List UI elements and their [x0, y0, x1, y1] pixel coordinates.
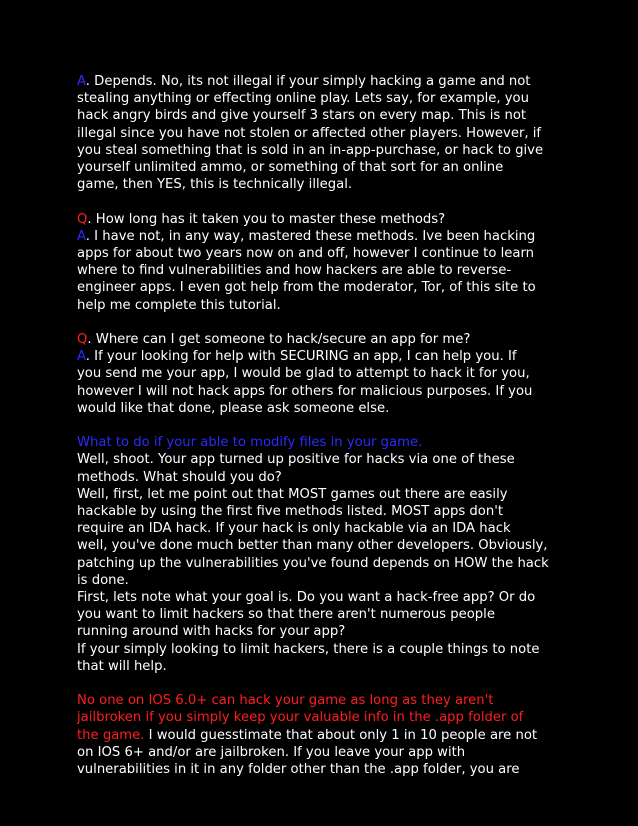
text-line: hackable by using the first five methods listed. MOST apps don't — [77, 504, 503, 520]
text-line: patching up the vulnerabilities you've found depends on HOW the hack — [77, 555, 549, 571]
question-text: . How long has it taken you to master these methods? — [87, 211, 446, 227]
text-line: however I will not hack apps for others for malicious purposes. If you — [77, 383, 533, 399]
question-marker: Q — [77, 211, 88, 227]
text-line: on IOS 6+ and/or are jailbroken. If you leave your app with — [77, 744, 466, 760]
text-span: I would guesstimate that about only 1 in 10 people are not — [144, 727, 538, 743]
document-page — [77, 73, 565, 795]
text-span: . Depends. No, its not illegal if your simply hacking a game and not — [85, 74, 531, 89]
text-line: methods. What should you do? — [77, 469, 282, 485]
text-span: . I have not, in any way, mastered these methods. Ive been hacking — [85, 228, 536, 244]
text-line: Well, shoot. Your app turned up positive for hacks via one of these — [77, 452, 515, 468]
text-line — [77, 228, 565, 245]
text-line: hack angry birds and give yourself 3 stars on every map. This is not — [77, 108, 527, 124]
text-line: you steal something that is sold in an in-app-purchase, or hack to give — [77, 142, 544, 158]
question-line — [77, 331, 565, 348]
question-line — [77, 211, 565, 228]
answer-marker: A — [77, 349, 86, 365]
text-line — [77, 73, 565, 90]
text-line — [77, 727, 565, 744]
text-line: that will help. — [77, 658, 167, 674]
qa-paragraph-hire — [77, 331, 565, 417]
text-line: stealing anything or effecting online play. Lets say, for example, you — [77, 91, 529, 107]
answer-marker: A — [77, 228, 86, 244]
text-line: running around with hacks for your app? — [77, 624, 346, 640]
highlight-span: the game. — [77, 727, 145, 743]
question-marker: Q — [77, 332, 88, 348]
text-line: well, you've done much better than many other developers. Obviously, — [77, 538, 548, 554]
section-ios-advice — [77, 692, 565, 778]
text-line: yourself unlimited ammo, or something of that sort for an online — [77, 160, 504, 176]
text-line: would like that done, please ask someone else. — [77, 400, 390, 416]
text-line: If your simply looking to limit hackers, there is a couple things to note — [77, 641, 540, 657]
text-line: is done. — [77, 572, 129, 588]
answer-paragraph-legality — [77, 73, 565, 193]
text-line: you want to limit hackers so that there aren't numerous people — [77, 607, 495, 623]
text-line: Well, first, let me point out that MOST games out there are easily — [77, 486, 508, 502]
text-line: help me complete this tutorial. — [77, 297, 281, 313]
text-line: vulnerabilities in it in any folder other than the .app folder, you are — [77, 762, 520, 778]
text-line: apps for about two years now on and off, however I continue to learn — [77, 246, 535, 262]
text-line: require an IDA hack. If your hack is only hackable via an IDA hack — [77, 521, 511, 537]
section-heading: What to do if your able to modify files in your game. — [77, 435, 423, 451]
qa-paragraph-mastery — [77, 211, 565, 314]
text-line: engineer apps. I even got help from the moderator, Tor, of this site to — [77, 280, 536, 296]
highlight-line: jailbroken if you simply keep your valuable info in the .app folder of — [77, 710, 524, 726]
text-span: . If your looking for help with SECURING an app, I can help you. If — [85, 349, 517, 365]
text-line: where to find vulnerabilities and how hackers are able to reverse- — [77, 263, 512, 279]
text-line: First, lets note what your goal is. Do you want a hack-free app? Or do — [77, 590, 536, 606]
text-line: illegal since you have not stolen or affected other players. However, if — [77, 125, 542, 141]
question-text: . Where can I get someone to hack/secure an app for me? — [87, 332, 471, 348]
highlight-line: No one on IOS 6.0+ can hack your game as long as they aren't — [77, 693, 494, 709]
answer-marker: A — [77, 74, 86, 89]
text-line: you send me your app, I would be glad to attempt to hack it for you, — [77, 366, 530, 382]
text-line: game, then YES, this is technically illegal. — [77, 177, 353, 193]
text-line — [77, 348, 565, 365]
section-modify-files — [77, 434, 565, 675]
